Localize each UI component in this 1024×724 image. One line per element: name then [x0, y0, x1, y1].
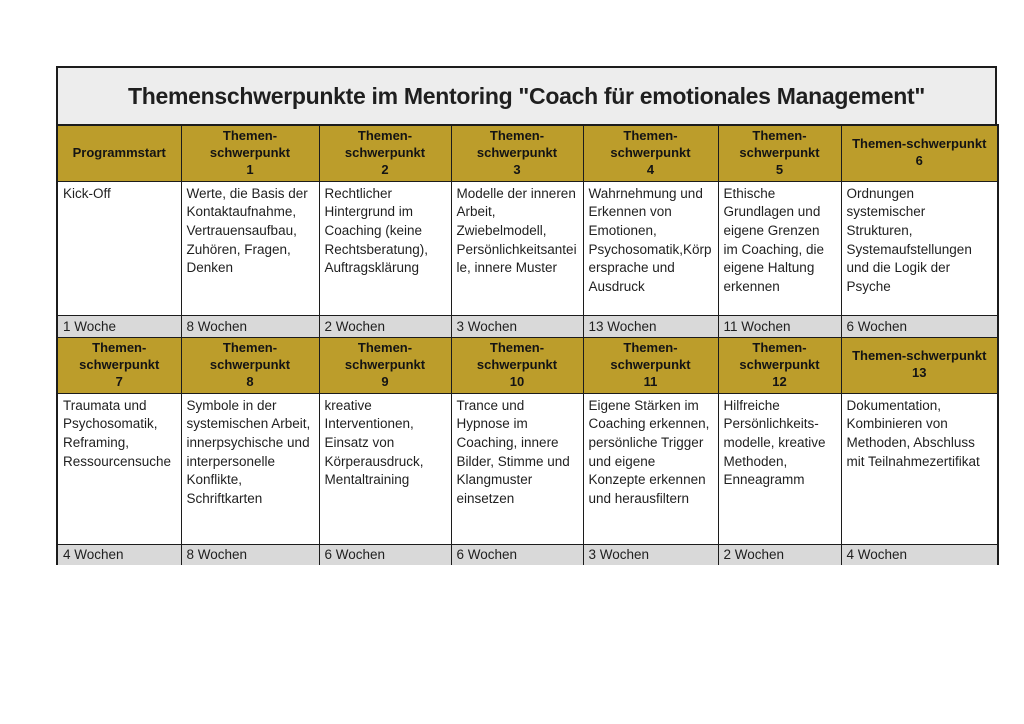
column-header-schwerpunkt-12: [718, 337, 841, 393]
content-cell-schwerpunkt-10: Trance und Hypnose im Coaching, innere Bilder, Stimme und Klangmuster einsetzen: [451, 393, 583, 544]
column-header-label: Themen-schwerpunkt: [344, 339, 426, 372]
column-header-number: 11: [643, 373, 658, 389]
duration-row-2: [57, 544, 998, 565]
column-header-label: Themen-schwerpunkt: [739, 128, 820, 160]
page-title: Themenschwerpunkte im Mentoring "Coach für emotionales Management": [56, 66, 997, 126]
column-header-schwerpunkt-6: [841, 125, 998, 181]
column-header-label: Themen-schwerpunkt: [209, 339, 291, 372]
duration-cell: 13 Wochen: [583, 315, 718, 337]
content-cell-schwerpunkt-13: Dokumentation, Kombinieren von Methoden, Abschluss mit Teilnahmezertifikat: [841, 393, 998, 544]
content-cell-programmstart: Kick-Off: [57, 181, 181, 315]
column-header-label: Themen-schwerpunkt: [852, 136, 987, 152]
column-header-schwerpunkt-5: [718, 125, 841, 181]
header-row-2: [57, 337, 998, 393]
column-header-schwerpunkt-9: [319, 337, 451, 393]
column-header-schwerpunkt-1: [181, 125, 319, 181]
duration-cell: 2 Wochen: [718, 544, 841, 565]
duration-cell: 8 Wochen: [181, 315, 319, 337]
duration-cell: 11 Wochen: [718, 315, 841, 337]
column-header-schwerpunkt-3: [451, 125, 583, 181]
content-cell-schwerpunkt-4: Wahrnehmung und Erkennen von Emotionen, Psychosomatik,Körpersprache und Ausdruck: [583, 181, 718, 315]
column-header-label: Themen-schwerpunkt: [739, 339, 820, 372]
column-header-label: Themen-schwerpunkt: [610, 339, 691, 372]
duration-cell: 6 Wochen: [451, 544, 583, 565]
column-header-schwerpunkt-4: [583, 125, 718, 181]
column-header-number: 2: [381, 161, 389, 177]
column-header-number: 8: [246, 373, 254, 389]
duration-row-1: [57, 315, 998, 337]
column-header-number: 5: [775, 161, 784, 177]
column-header-programmstart: [57, 125, 181, 181]
content-cell-schwerpunkt-1: Werte, die Basis der Kontaktaufnahme, Vertrauensaufbau, Zuhören, Fragen, Denken: [181, 181, 319, 315]
content-cell-schwerpunkt-11: Eigene Stärken im Coaching erkennen, persönliche Trigger und eigene Konzepte erkennen und herausfiltern: [583, 393, 718, 544]
column-header-number: 13: [912, 365, 927, 381]
column-header-number: 1: [246, 161, 254, 177]
column-header-number: 3: [513, 161, 521, 177]
duration-cell: 6 Wochen: [841, 315, 998, 337]
column-header-label: Themen-schwerpunkt: [852, 348, 987, 364]
column-header-schwerpunkt-10: [451, 337, 583, 393]
column-header-label: Themen-schwerpunkt: [344, 128, 426, 160]
content-row-2: [57, 393, 998, 544]
content-cell-schwerpunkt-12: Hilfreiche Persönlichkeits-modelle, kreative Methoden, Enneagramm: [718, 393, 841, 544]
content-cell-schwerpunkt-9: kreative Interventionen, Einsatz von Körperausdruck, Mentaltraining: [319, 393, 451, 544]
column-header-number: 6: [915, 153, 923, 169]
column-header-label: Themen-schwerpunkt: [476, 128, 558, 160]
column-header-number: 12: [772, 373, 787, 389]
duration-cell: 3 Wochen: [451, 315, 583, 337]
duration-cell: 4 Wochen: [841, 544, 998, 565]
column-header-number: 10: [509, 373, 525, 389]
column-header-label: Themen-schwerpunkt: [476, 339, 558, 372]
column-header-schwerpunkt-8: [181, 337, 319, 393]
duration-cell: 1 Woche: [57, 315, 181, 337]
duration-cell: 6 Wochen: [319, 544, 451, 565]
duration-cell: 2 Wochen: [319, 315, 451, 337]
content-cell-schwerpunkt-2: Rechtlicher Hintergrund im Coaching (keine Rechtsberatung), Auftragsklärung: [319, 181, 451, 315]
column-header-schwerpunkt-2: [319, 125, 451, 181]
column-header-number: 4: [646, 161, 655, 177]
header-row-1: [57, 125, 998, 181]
column-header-label: Themen-schwerpunkt: [209, 128, 291, 160]
duration-cell: 3 Wochen: [583, 544, 718, 565]
schedule-table: [56, 124, 999, 565]
column-header-label: Themen-schwerpunkt: [610, 128, 691, 160]
mentoring-schedule-sheet: [56, 66, 997, 565]
column-header-schwerpunkt-7: [57, 337, 181, 393]
content-cell-schwerpunkt-3: Modelle der inneren Arbeit, Zwiebelmodell, Persönlichkeitsanteile, innere Muster: [451, 181, 583, 315]
content-cell-schwerpunkt-8: Symbole in der systemischen Arbeit, innerpsychische und interpersonelle Konflikte, Schriftkarten: [181, 393, 319, 544]
column-header-label: Themen-schwerpunkt: [79, 339, 160, 372]
content-cell-schwerpunkt-7: Traumata und Psychosomatik, Reframing, Ressourcensuche: [57, 393, 181, 544]
content-cell-schwerpunkt-5: Ethische Grundlagen und eigene Grenzen im Coaching, die eigene Haltung erkennen: [718, 181, 841, 315]
column-header-schwerpunkt-13: [841, 337, 998, 393]
column-header-number: 9: [381, 373, 389, 389]
column-header-schwerpunkt-11: [583, 337, 718, 393]
column-header-number: 7: [115, 373, 123, 389]
column-header-label: Programmstart: [72, 144, 166, 160]
content-cell-schwerpunkt-6: Ordnungen systemischer Strukturen, Systemaufstellungen und die Logik der Psyche: [841, 181, 998, 315]
duration-cell: 8 Wochen: [181, 544, 319, 565]
content-row-1: [57, 181, 998, 315]
duration-cell: 4 Wochen: [57, 544, 181, 565]
